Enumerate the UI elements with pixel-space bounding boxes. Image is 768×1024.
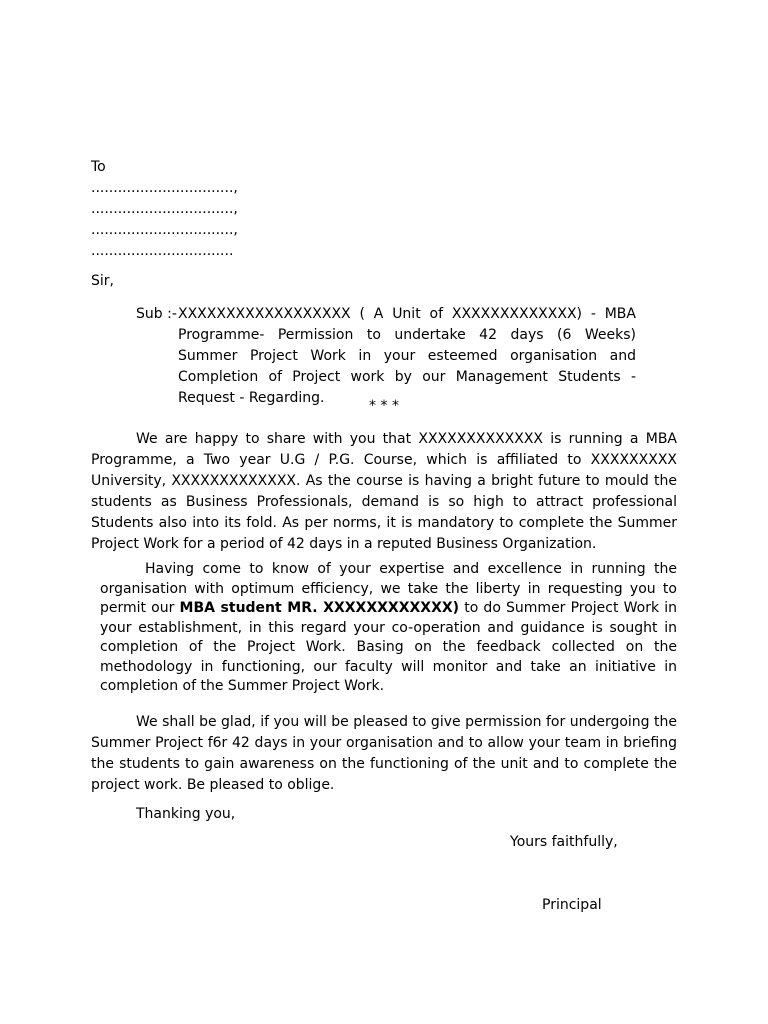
- body-paragraph-3: We shall be glad, if you will be pleased to give permission for undergoing the Summer Project f6r 42 days in your organisation and to allow your team in briefing the students to gain awareness on the functioning of the unit and to complete the project work. Be pleased to oblige.: [91, 714, 677, 793]
- address-line: ................................,: [91, 222, 238, 238]
- paragraph-text: to do Summer Project Work in your establishment, in this regard your co-operation and guidance is sought in completion of the Project Work. Basing on the feedback collected on the methodology in functioning, our faculty will monitor and take an initiative in completion of the Summer Project Work.: [100, 600, 677, 694]
- student-name-bold: MBA student MR. XXXXXXXXXXXX): [179, 600, 460, 616]
- address-line: ................................,: [91, 201, 238, 217]
- address-line: ................................,: [91, 180, 238, 196]
- subject-block: [136, 304, 636, 409]
- closing-line: Yours faithfully,: [510, 834, 618, 850]
- body-paragraph-2: [100, 560, 677, 697]
- salutation: Sir,: [91, 273, 114, 289]
- separator: * * *: [369, 398, 399, 414]
- paragraph-text: Having come to know of your expertise and excellence in running the organisation with optimum efficiency, we take the liberty in requesting you to permit our: [100, 561, 677, 616]
- subject-label: Sub :-: [136, 306, 177, 322]
- recipient-address: [91, 157, 238, 262]
- thanking-line: Thanking you,: [136, 806, 236, 822]
- address-line: ................................: [91, 243, 234, 259]
- subject-text: XXXXXXXXXXXXXXXXXX ( A Unit of XXXXXXXXXXXXX) - MBA Programme- Permission to undertake 42 days (6 Weeks) Summer Project Work in your esteemed organisation and Completion of Project work by our Management Students - Request - Regarding.: [178, 306, 636, 406]
- body-paragraph-1: We are happy to share with you that XXXXXXXXXXXXX is running a MBA Programme, a Two year U.G / P.G. Course, which is affiliated to XXXXXXXXX University, XXXXXXXXXXXXX. As the course is having a bright future to mould the students as Business Professionals, demand is so high to attract professional Students also into its fold. As per norms, it is mandatory to complete the Summer Project Work for a period of 42 days in a reputed Business Organization.: [91, 431, 677, 552]
- to-label: To: [91, 159, 106, 175]
- signatory: Principal: [542, 897, 602, 913]
